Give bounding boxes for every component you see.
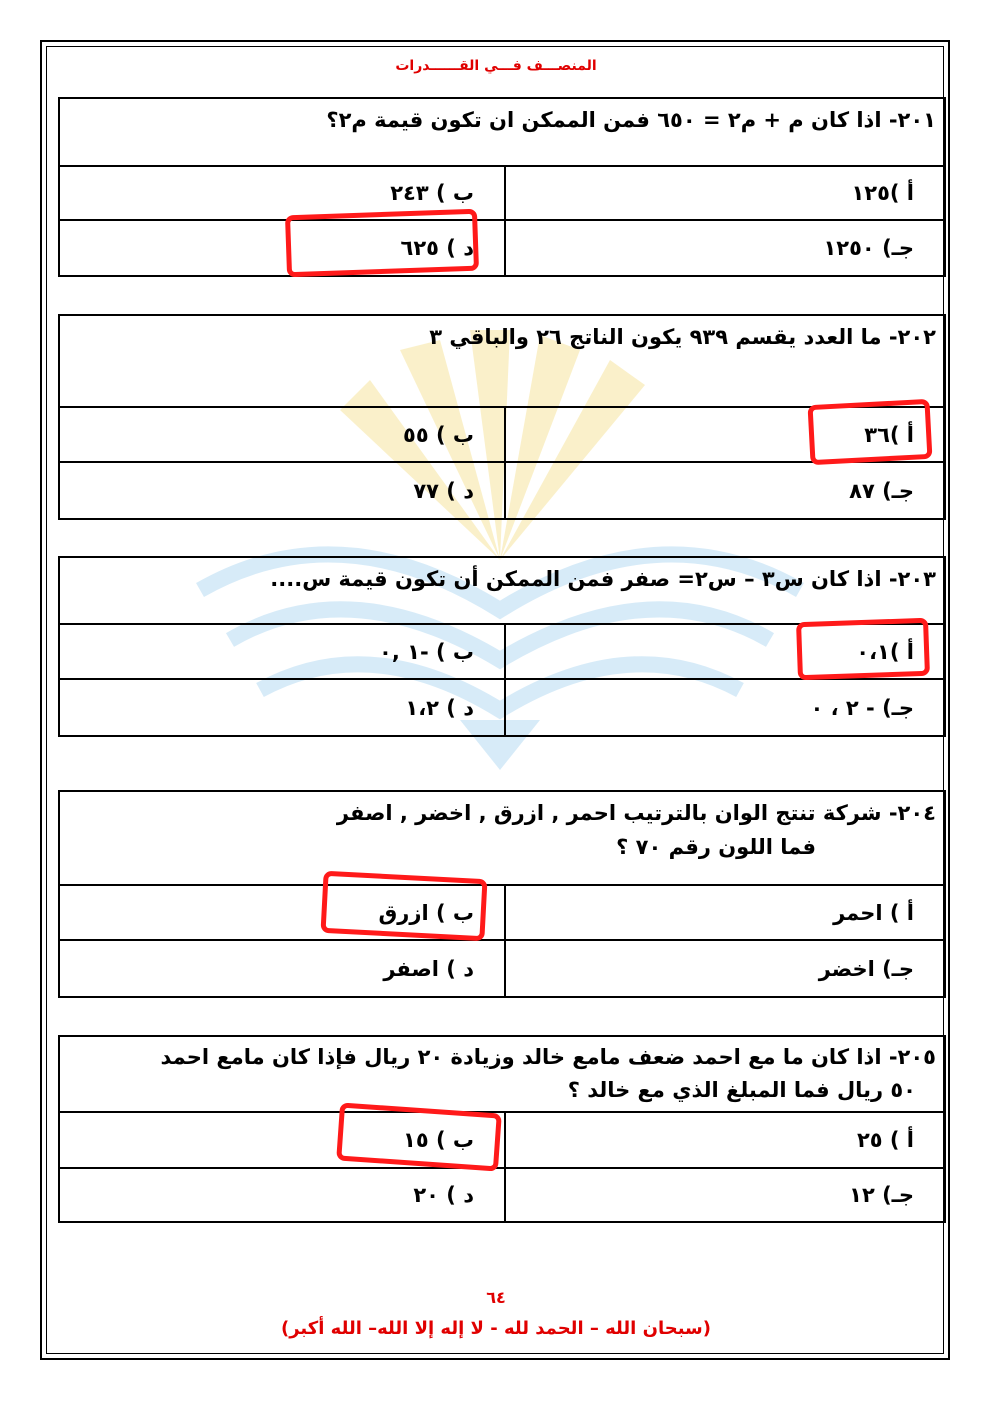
question-line: ٢٠٢- ما العدد يقسم ٩٣٩ يكون الناتج ٢٦ والباقي ٣ — [429, 325, 936, 349]
option-b[interactable]: ب ) ٢٤٣ — [390, 181, 474, 205]
question-text — [60, 558, 944, 625]
answer-mark-204 — [320, 871, 487, 941]
options-row — [60, 886, 944, 941]
option-a[interactable]: أ )١٢٥ — [504, 167, 944, 219]
option-c[interactable]: جـ) ١٢ — [504, 1169, 944, 1221]
option-c[interactable]: جـ) ٨٧ — [504, 463, 944, 518]
option-b[interactable]: ب ) ١٥ — [403, 1128, 474, 1152]
option-a[interactable]: أ )٠،١ — [504, 625, 944, 678]
option-b[interactable]: ب ) -١ ,٠ — [379, 639, 474, 664]
option-d[interactable]: د ) ١،٢ — [405, 695, 474, 720]
option-d[interactable]: د ) ٦٢٥ — [400, 236, 474, 260]
options-row — [60, 680, 944, 735]
question-line: ٢٠١- اذا كان م + م٢ = ٦٥٠ فمن الممكن ان تكون قيمة م٢؟ — [326, 108, 936, 132]
option-d[interactable]: د ) ٢٠ — [413, 1183, 474, 1207]
question-line-2: فما اللون رقم ٧٠ ؟ — [616, 835, 816, 859]
question-text — [60, 792, 944, 886]
options-row — [60, 167, 944, 221]
question-201 — [58, 97, 946, 277]
options-row — [60, 941, 944, 996]
answer-mark-202 — [808, 399, 933, 465]
answer-mark-203 — [796, 618, 930, 681]
page-number: ٦٤ — [486, 1288, 506, 1307]
question-line: ٢٠٤- شركة تنتج الوان بالترتيب احمر , ازرق , اخضر , اصفر — [336, 801, 936, 825]
option-a[interactable]: أ ) احمر — [504, 886, 944, 939]
option-b[interactable]: ب ) ازرق — [378, 900, 474, 925]
question-line: ٢٠٥- اذا كان ما مع احمد ضعف مامع خالد وزيادة ٢٠ ريال فإذا كان مامع احمد — [160, 1045, 936, 1069]
options-row — [60, 463, 944, 518]
options-row — [60, 1169, 944, 1221]
option-c[interactable]: جـ) اخضر — [504, 941, 944, 996]
options-row — [60, 221, 944, 275]
page-header: المنصـــف فـــي القــــــدرات — [395, 58, 597, 74]
answer-mark-205 — [336, 1102, 502, 1171]
option-a[interactable]: أ ) ٢٥ — [504, 1113, 944, 1167]
footer-dua: (سبحان الله – الحمد لله - لا إله إلا الله– الله أكبر) — [281, 1318, 711, 1339]
question-text — [60, 1037, 944, 1113]
question-text — [60, 316, 944, 408]
option-b[interactable]: ب ) ٥٥ — [403, 422, 474, 447]
option-c[interactable]: جـ) ١٢٥٠ — [504, 221, 944, 275]
answer-mark-201 — [285, 209, 479, 278]
option-d[interactable]: د ) ٧٧ — [413, 478, 474, 503]
question-line-2: ٥٠ ريال فما المبلغ الذي مع خالد ؟ — [567, 1078, 916, 1102]
options-row — [60, 1113, 944, 1169]
question-205 — [58, 1035, 946, 1223]
option-a[interactable]: أ )٣٦ — [504, 408, 944, 461]
question-204 — [58, 790, 946, 998]
question-line: ٢٠٣- اذا كان س٣ – س٢= صفر فمن الممكن أن تكون قيمة س.... — [270, 567, 936, 591]
option-c[interactable]: جـ) - ٢ ، ٠ — [504, 680, 944, 735]
option-d[interactable]: د ) اصفر — [383, 956, 474, 981]
question-text — [60, 99, 944, 167]
